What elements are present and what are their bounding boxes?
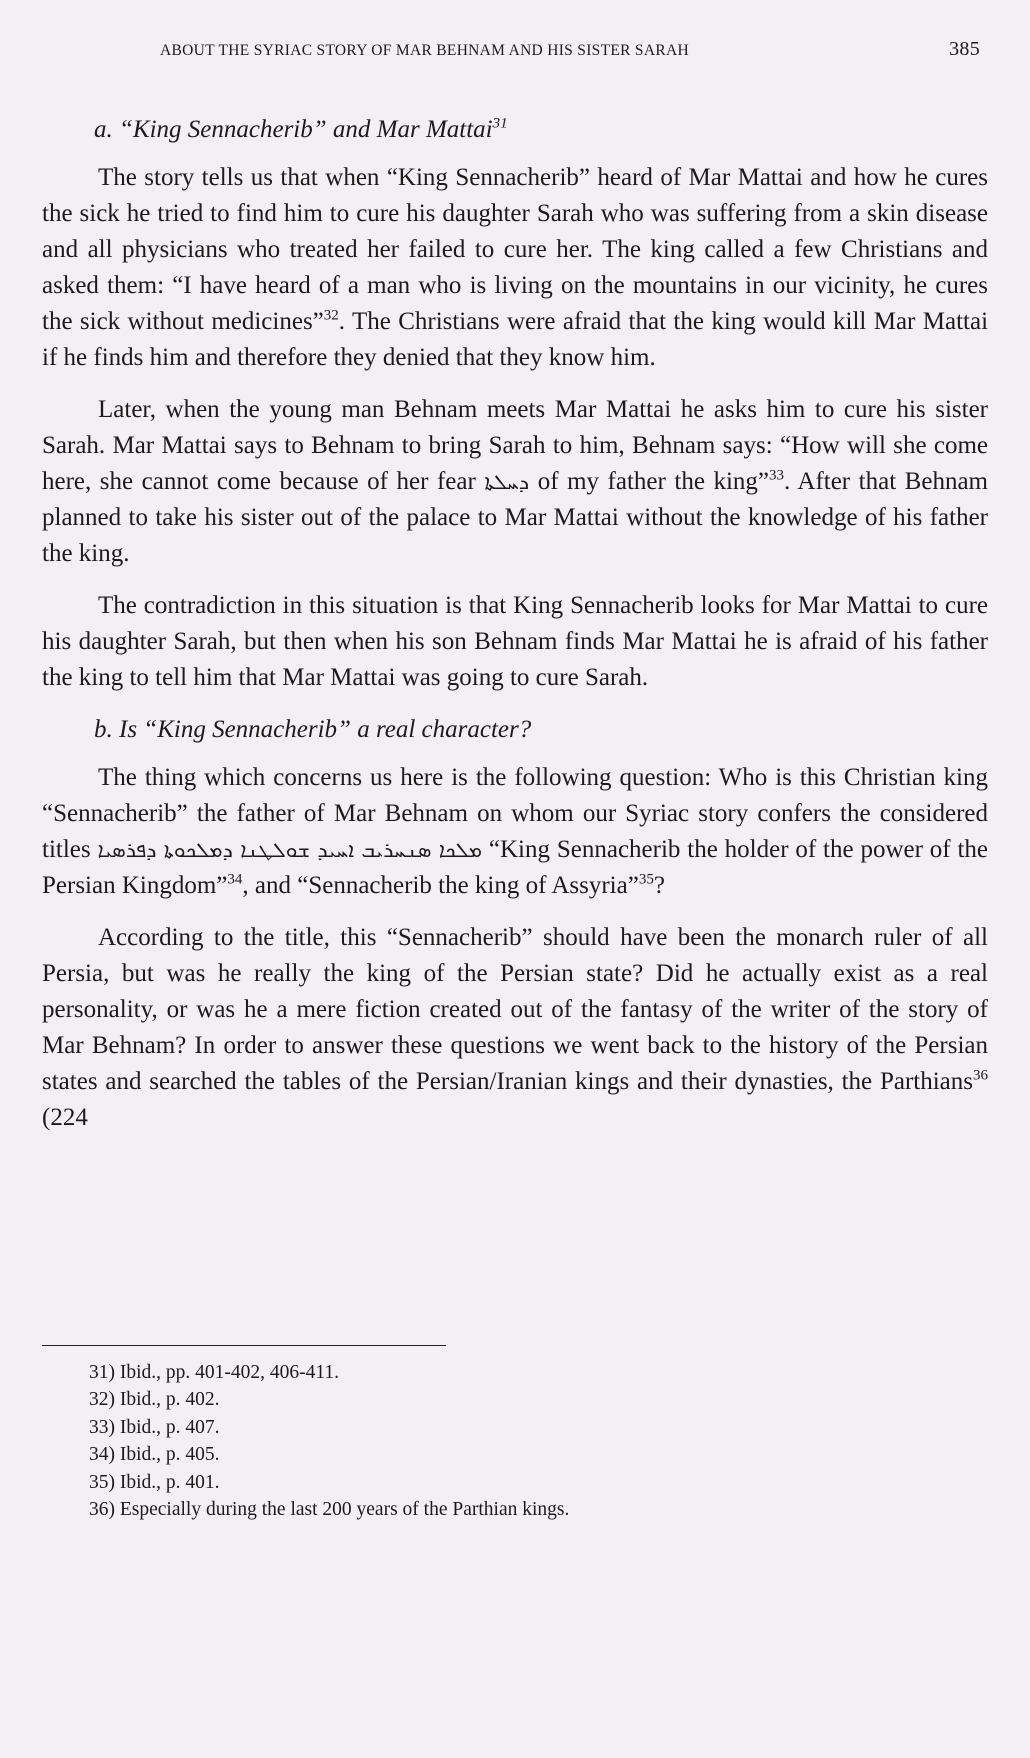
footnote-ref: 31 xyxy=(492,115,508,132)
footnote: 32) Ibid., p. 402. xyxy=(89,1389,220,1411)
paragraph: Later, when the young man Behnam meets Mar Mattai he asks him to cure his sister Sarah. Mar Mattai says to Behnam to bring Sarah to him, Behnam says: “How will she come here, she cannot come because of her fear ܕܚܠܬܐ of my father the king”$^{33}$. After that Behnam planned to take his sister out of the palace to Mar Mattai without the knowledge of his father the king. xyxy=(42,396,988,567)
footnote-ref: 32 xyxy=(323,307,339,324)
footnote-rule xyxy=(42,1345,446,1346)
footnote: 33) Ibid., p. 407. xyxy=(89,1416,220,1438)
footnote-ref: 36 xyxy=(973,1067,988,1084)
footnote: 35) Ibid., p. 401. xyxy=(89,1471,220,1493)
footnote: 36) Especially during the last 200 years of the Parthian kings. xyxy=(89,1499,570,1521)
footnote-ref: 35 xyxy=(638,871,654,888)
footnote-ref: 33 xyxy=(768,467,784,484)
footnote-ref: 34 xyxy=(227,871,243,888)
paragraph: The story tells us that when “King Sennacherib” heard of Mar Mattai and how he cures the sick he tried to find him to cure his daughter Sarah who was suffering from a skin disease and all physicians who treated her failed to cure her. The king called a few Christians and asked them: “I have heard of a man who is living on the mountains in our vicinity, he cures the sick without medicines”$^{32}$. The Christians were afraid that the king would kill Mar Mattai if he finds him and therefore they denied that they know him. xyxy=(42,164,989,371)
footnote: 34) Ibid., p. 405. xyxy=(89,1444,220,1466)
paragraph: The thing which concerns us here is the following question: Who is this Christian king “Sennacherib” the father of Mar Behnam on whom our Syriac story confers the considered titles ܡܠܟܐ ܣܢܚܪܝܒ ܐܚܝܕ ܫܘܠܛܢܐ ܕܡܠܟܘܬܐ ܕܦܪܣܝܐ “King Sennacherib the holder of the power of the Persian Kingdom”$^{34}$, and “Sennacherib the king of Assyria”$^{35}$? xyxy=(42,764,988,899)
page-number: 385 xyxy=(949,38,980,60)
running-title: ABOUT THE SYRIAC STORY OF MAR BEHNAM AND HIS SISTER SARAH xyxy=(160,42,689,59)
body-text xyxy=(42,112,988,1136)
paragraph: According to the title, this “Sennacherib” should have been the monarch ruler of all Persia, but was he really the king of the Persian state? Did he actually exist as a real personality, or was he a mere fiction created out of the fantasy of the writer of the story of Mar Behnam? In order to answer these questions we went back to the history of the Persian states and searched the tables of the Persian/Iranian kings and their dynasties, the Parthians$^{36}$ (224 xyxy=(42,924,988,1131)
footnote: 31) Ibid., pp. 401-402, 406-411. xyxy=(89,1362,340,1383)
syriac-word: ܕܚܠܬܐ xyxy=(484,470,530,494)
paragraph: The contradiction in this situation is that King Sennacherib looks for Mar Mattai to cure his daughter Sarah, but then when his son Behnam finds Mar Mattai he is afraid of his father the king to tell him that Mar Mattai was going to cure Sarah. xyxy=(42,592,988,691)
syriac-title: ܡܠܟܐ ܣܢܚܪܝܒ ܐܚܝܕ ܫܘܠܛܢܐ ܕܡܠܟܘܬܐ ܕܦܪܣܝܐ xyxy=(97,838,483,862)
section-heading-b: b. Is “King Sennacherib” a real character? xyxy=(94,716,532,743)
section-heading-a: a. “King Sennacherib” and Mar Mattai$^{31}$ xyxy=(94,115,508,143)
footnotes xyxy=(89,1359,569,1523)
